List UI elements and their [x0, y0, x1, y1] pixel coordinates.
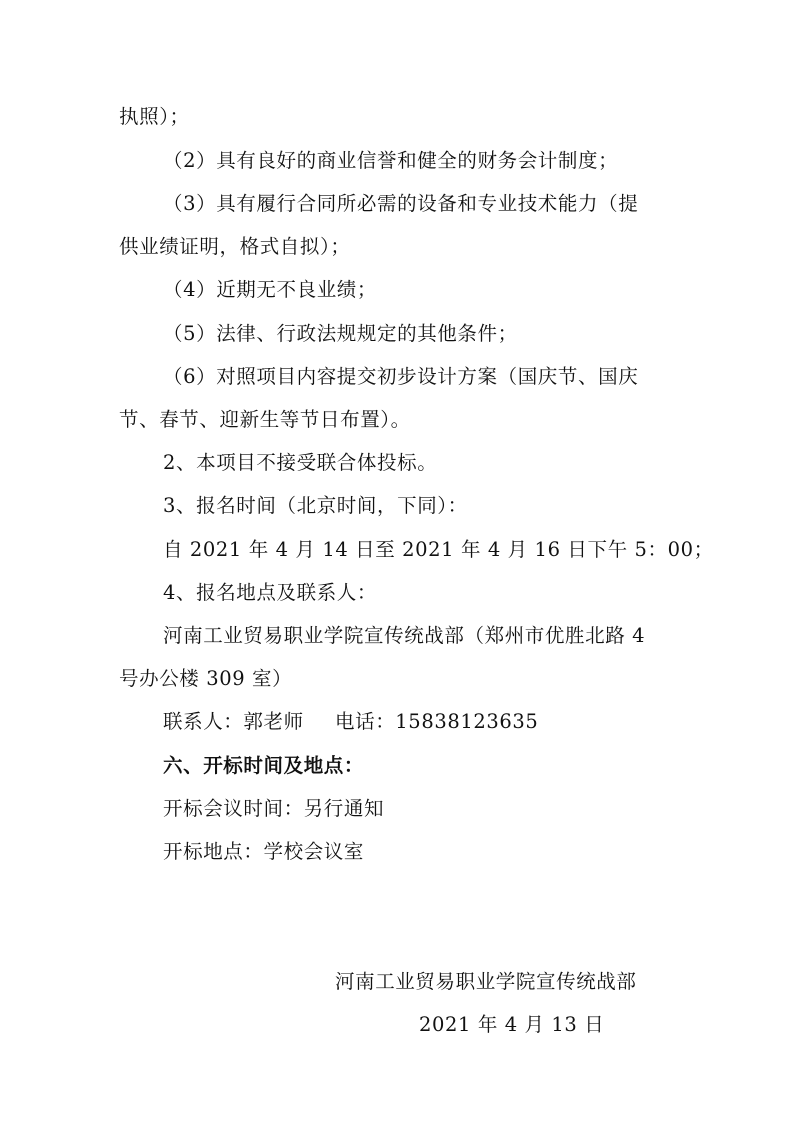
text-line-5: （4）近期无不良业绩； [163, 278, 378, 301]
text-line-14: 号办公楼 309 室） [119, 667, 293, 690]
signature-org: 河南工业贸易职业学院宣传统战部 [335, 970, 637, 993]
text-line-7: （6）对照项目内容提交初步设计方案（国庆节、国庆 [163, 365, 639, 388]
text-line-13: 河南工业贸易职业学院宣传统战部（郑州市优胜北路 4 [163, 624, 646, 647]
text-line-6: （5）法律、行政法规规定的其他条件； [163, 322, 518, 345]
text-line-2: （2）具有良好的商业信誉和健全的财务会计制度； [163, 149, 619, 172]
text-line-11: 自 2021 年 4 月 14 日至 2021 年 4 月 16 日下午 5：00； [163, 538, 714, 561]
text-line-4: 供业绩证明，格式自拟）； [119, 235, 351, 258]
bid-opening-place: 开标地点：学校会议室 [163, 840, 365, 863]
signature-date: 2021 年 4 月 13 日 [419, 1013, 605, 1036]
text-line-3: （3）具有履行合同所必需的设备和专业技术能力（提 [163, 192, 639, 215]
text-line-10: 3、报名时间（北京时间，下同）： [163, 494, 468, 517]
text-line-9: 2、本项目不接受联合体投标。 [163, 451, 438, 474]
contact-phone: 电话：15838123635 [335, 710, 539, 733]
contact-person: 联系人：郭老师 [163, 710, 304, 733]
text-line-12: 4、报名地点及联系人： [163, 581, 378, 604]
text-line-8: 节、春节、迎新生等节日布置）。 [119, 408, 411, 431]
bid-opening-time: 开标会议时间：另行通知 [163, 797, 385, 820]
text-line-1: 执照）； [119, 105, 190, 128]
section-6-heading: 六、开标时间及地点： [163, 754, 365, 777]
